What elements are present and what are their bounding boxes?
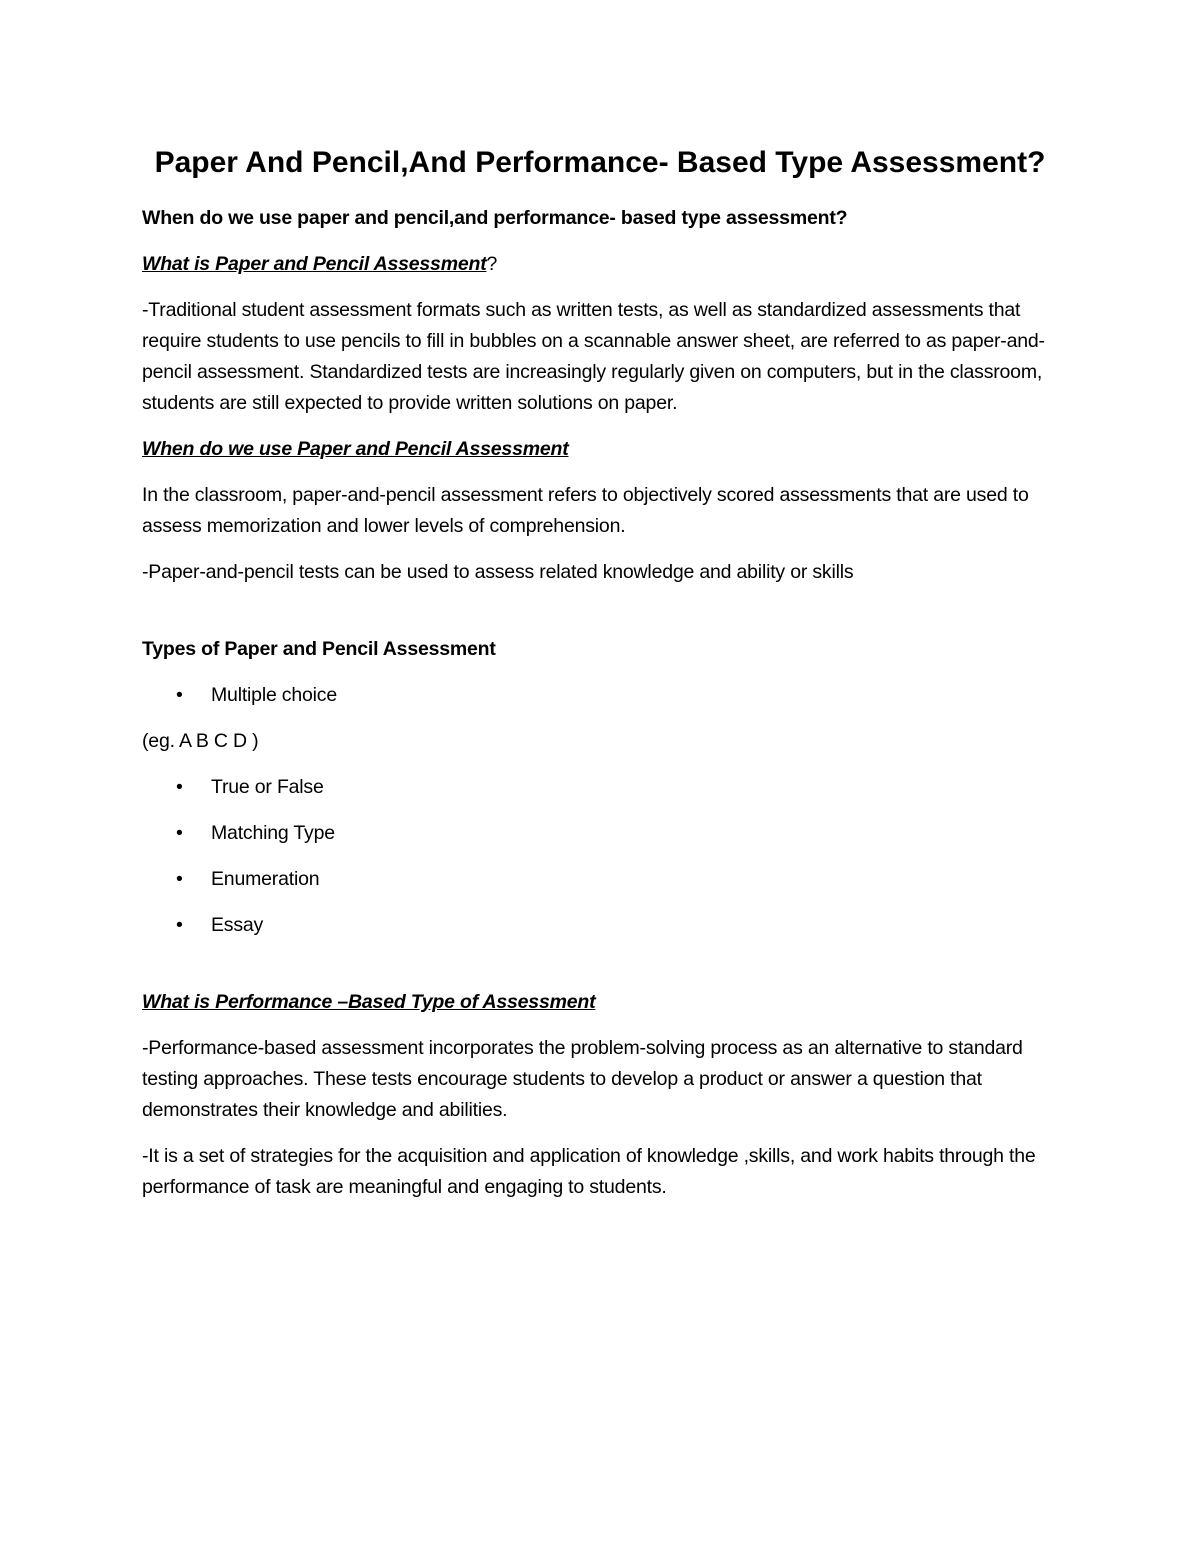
spacer bbox=[142, 956, 1082, 987]
section4-paragraph-1: -Performance-based assessment incorporates the problem-solving process as an alternative to standard testing approaches. These tests encourage students to develop a product or answer a question that demonstrates their knowledge and abilities. bbox=[142, 1037, 1023, 1121]
section2-paragraph-2: -Paper-and-pencil tests can be used to assess related knowledge and ability or skills bbox=[142, 561, 854, 583]
section1-heading-line bbox=[142, 249, 1082, 280]
list-item-label: Matching Type bbox=[211, 822, 335, 844]
section2-paragraph-1: In the classroom, paper-and-pencil assessment refers to objectively scored assessments that are used to assess memorization and lower levels of comprehension. bbox=[142, 484, 1029, 537]
bullet-icon: • bbox=[176, 822, 183, 844]
list-item-label: True or False bbox=[211, 776, 324, 798]
example-text: (eg. A B C D ) bbox=[142, 730, 259, 752]
list-item bbox=[142, 818, 1082, 849]
list-item-label: Enumeration bbox=[211, 868, 320, 890]
types-list-1 bbox=[142, 680, 1082, 711]
document-title: Paper And Pencil,And Performance- Based Type Assessment? bbox=[154, 146, 1046, 179]
section1-heading-suffix: ? bbox=[486, 253, 498, 275]
main-question: When do we use paper and pencil,and performance- based type assessment? bbox=[142, 207, 848, 229]
bullet-icon: • bbox=[176, 914, 183, 936]
list-item bbox=[142, 910, 1082, 941]
document-body bbox=[142, 203, 1082, 1218]
section4-heading: What is Performance –Based Type of Assessment bbox=[142, 991, 596, 1013]
section2-heading: When do we use Paper and Pencil Assessment bbox=[142, 438, 569, 460]
section1-paragraph: -Traditional student assessment formats such as written tests, as well as standardized assessments that require students to use pencils to fill in bubbles on a scannable answer sheet, are referred to as paper-and-pencil assessment. Standardized tests are increasingly regularly given on computers, but in the classroom, students are still expected to provide written solutions on paper. bbox=[142, 299, 1045, 414]
section3-heading: Types of Paper and Pencil Assessment bbox=[142, 638, 496, 660]
spacer bbox=[142, 603, 1082, 634]
section1-heading: What is Paper and Pencil Assessment bbox=[142, 253, 487, 275]
list-item-label: Multiple choice bbox=[211, 684, 337, 706]
bullet-icon: • bbox=[176, 868, 183, 890]
section4-paragraph-2: -It is a set of strategies for the acquisition and application of knowledge ,skills, and work habits through the performance of task are meaningful and engaging to students. bbox=[142, 1145, 1036, 1198]
list-item bbox=[142, 680, 1082, 711]
list-item-label: Essay bbox=[211, 914, 264, 936]
types-list-2 bbox=[142, 772, 1082, 941]
list-item bbox=[142, 772, 1082, 803]
list-item bbox=[142, 864, 1082, 895]
bullet-icon: • bbox=[176, 684, 183, 706]
bullet-icon: • bbox=[176, 776, 183, 798]
